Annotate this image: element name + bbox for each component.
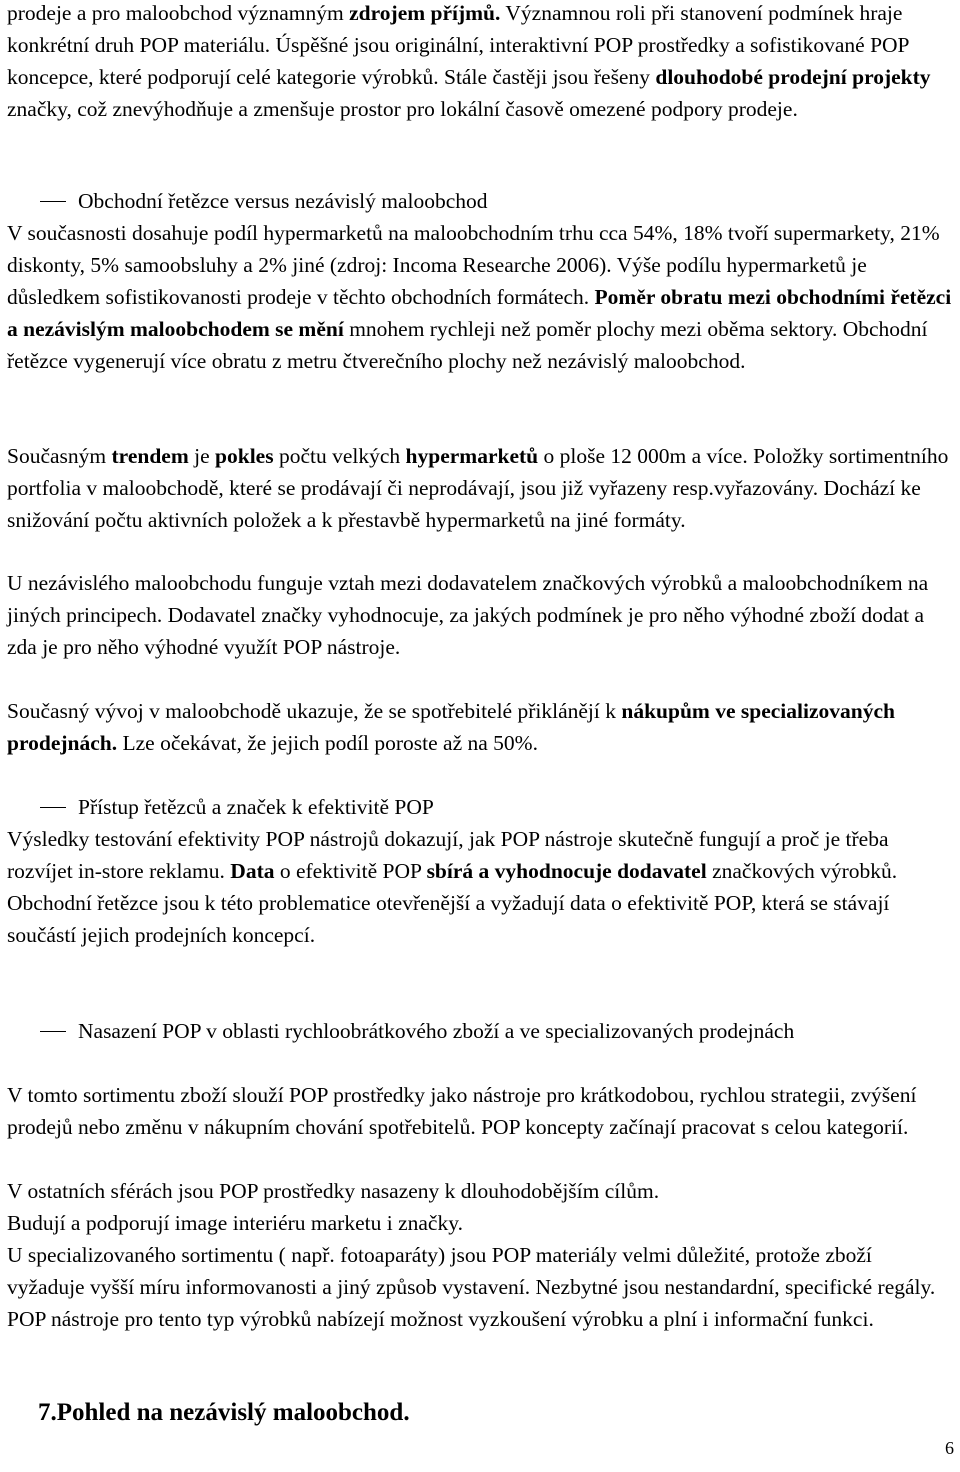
paragraph-independent-retail (7, 567, 952, 663)
text-run: značkových výrobků. Obchodní řetězce jsou k této problematice otevřenější a vyžadují data o efektivitě POP, která se stávají součástí jejich prodejních koncepcí. (7, 859, 898, 947)
paragraph-fmcg-pop (7, 1079, 952, 1143)
text-run: Budují a podporují image interiéru marketu i značky. (7, 1211, 463, 1235)
paragraph-trend (7, 440, 952, 536)
text-run: mnohem rychleji než poměr plochy mezi oběma sektory. Obchodní řetězce vygenerují více obratu z metru čtverečního plochy než nezávislý maloobchod. (7, 317, 928, 373)
dash-bullet-icon (40, 1031, 66, 1032)
bold-run: nákupům ve specializovaných prodejnách. (7, 699, 895, 755)
text-run: U nezávislého maloobchodu funguje vztah mezi dodavatelem značkových výrobků a maloobchodníkem na jiných principech. Dodavatel značky vyhodnocuje, za jakých podmínek je pro něho výhodné zboží dodat a zda je pro něho výhodné využít POP nástroje. (7, 571, 929, 659)
list-item-title: Nasazení POP v oblasti rychloobrátkového zboží a ve specializovaných prodejnách (78, 1019, 795, 1043)
text-run: počtu velkých (273, 444, 406, 468)
paragraph-intro (7, 0, 952, 125)
text-run: V tomto sortimentu zboží slouží POP prostředky jako nástroje pro krátkodobou, rychlou strategii, zvýšení prodejů nebo změnu v nákupním chování spotřebitelů. POP koncepty začínají pracovat s celou kategorií. (7, 1083, 917, 1139)
text-run: o efektivitě POP (274, 859, 427, 883)
page-number: 6 (945, 1438, 954, 1458)
text-run: V ostatních sférách jsou POP prostředky nasazeny k dlouhodobějším cílům. (7, 1179, 660, 1203)
text-run: U specializovaného sortimentu ( např. fotoaparáty) jsou POP materiály velmi důležité, protože zboží vyžaduje vyšší míru informovanosti a jiný způsob vystavení. Nezbytné jsou nestandardní, specifické regály. POP nástroje pro tento typ výrobků nabízejí možnost vyzkoušení výrobku a plní i informační funkci. (7, 1243, 936, 1331)
text-run: Lze očekávat, že jejich podíl poroste až na 50%. (117, 731, 538, 755)
list-item-title: Přístup řetězců a značek k efektivitě POP (78, 795, 434, 819)
paragraph-specialized-shops (7, 695, 952, 759)
paragraph-specialized-assortment (7, 1239, 952, 1335)
text-run: Současný vývoj v maloobchodě ukazuje, že se spotřebitelé přiklánějí k (7, 699, 622, 723)
paragraph-other-spheres (7, 1175, 952, 1207)
paragraph-pop-testing (7, 823, 952, 951)
text-run: značky, což znevýhodňuje a zmenšuje prostor pro lokální časově omezené podpory prodeje. (7, 97, 798, 121)
bold-run: hypermarketů (405, 444, 539, 468)
text-run: Významnou roli při stanovení podmínek hraje konkrétní druh POP materiálu. Úspěšné jsou originální, interaktivní POP prostředky a sofistikované POP koncepce, které podporují celé kategorie výrobků. Stále častěji jsou řešeny (7, 1, 909, 89)
bold-run: pokles (215, 444, 274, 468)
list-item-title: Obchodní řetězce versus nezávislý maloobchod (78, 189, 488, 213)
text-run: Výsledky testování efektivity POP nástrojů dokazují, jak POP nástroje skutečně fungují a proč je třeba rozvíjet in-store reklamu. (7, 827, 889, 883)
section-heading: 7.Pohled na nezávislý maloobchod. (38, 1399, 410, 1426)
bold-run: zdrojem příjmů. (349, 1, 501, 25)
bold-run: Poměr obratu mezi obchodními řetězci a nezávislým maloobchodem se mění (7, 285, 952, 341)
text-run: V současnosti dosahuje podíl hypermarketů na maloobchodním trhu cca 54%, 18% tvoří supermarkety, 21% diskonty, 5% samoobsluhy a 2% jiné (zdroj: Incoma Researche 2006). Výše podílu hypermarketů je důsledkem sofistikovanosti prodeje v těchto obchodních formátech. (7, 221, 940, 309)
bold-run: trendem (111, 444, 189, 468)
bold-run: sbírá a vyhodnocuje dodavatel (426, 859, 707, 883)
text-run: Současným (7, 444, 112, 468)
text-run: je (188, 444, 216, 468)
paragraph-market-share (7, 217, 952, 377)
text-run: o ploše 12 000m a více. Položky sortimentního portfolia v maloobchodě, které se prodávají či neprodávají, jsou již vyřazeny resp.vyřazovány. Dochází ke snižování počtu aktivních položek a k přestavbě hypermarketů na jiné formáty. (7, 444, 949, 532)
paragraph-image (7, 1207, 952, 1239)
text-run: prodeje a pro maloobchod významným (7, 1, 350, 25)
bold-run: dlouhodobé prodejní projekty (655, 65, 931, 89)
dash-bullet-icon (40, 807, 66, 808)
dash-bullet-icon (40, 201, 66, 202)
bold-run: Data (230, 859, 275, 883)
